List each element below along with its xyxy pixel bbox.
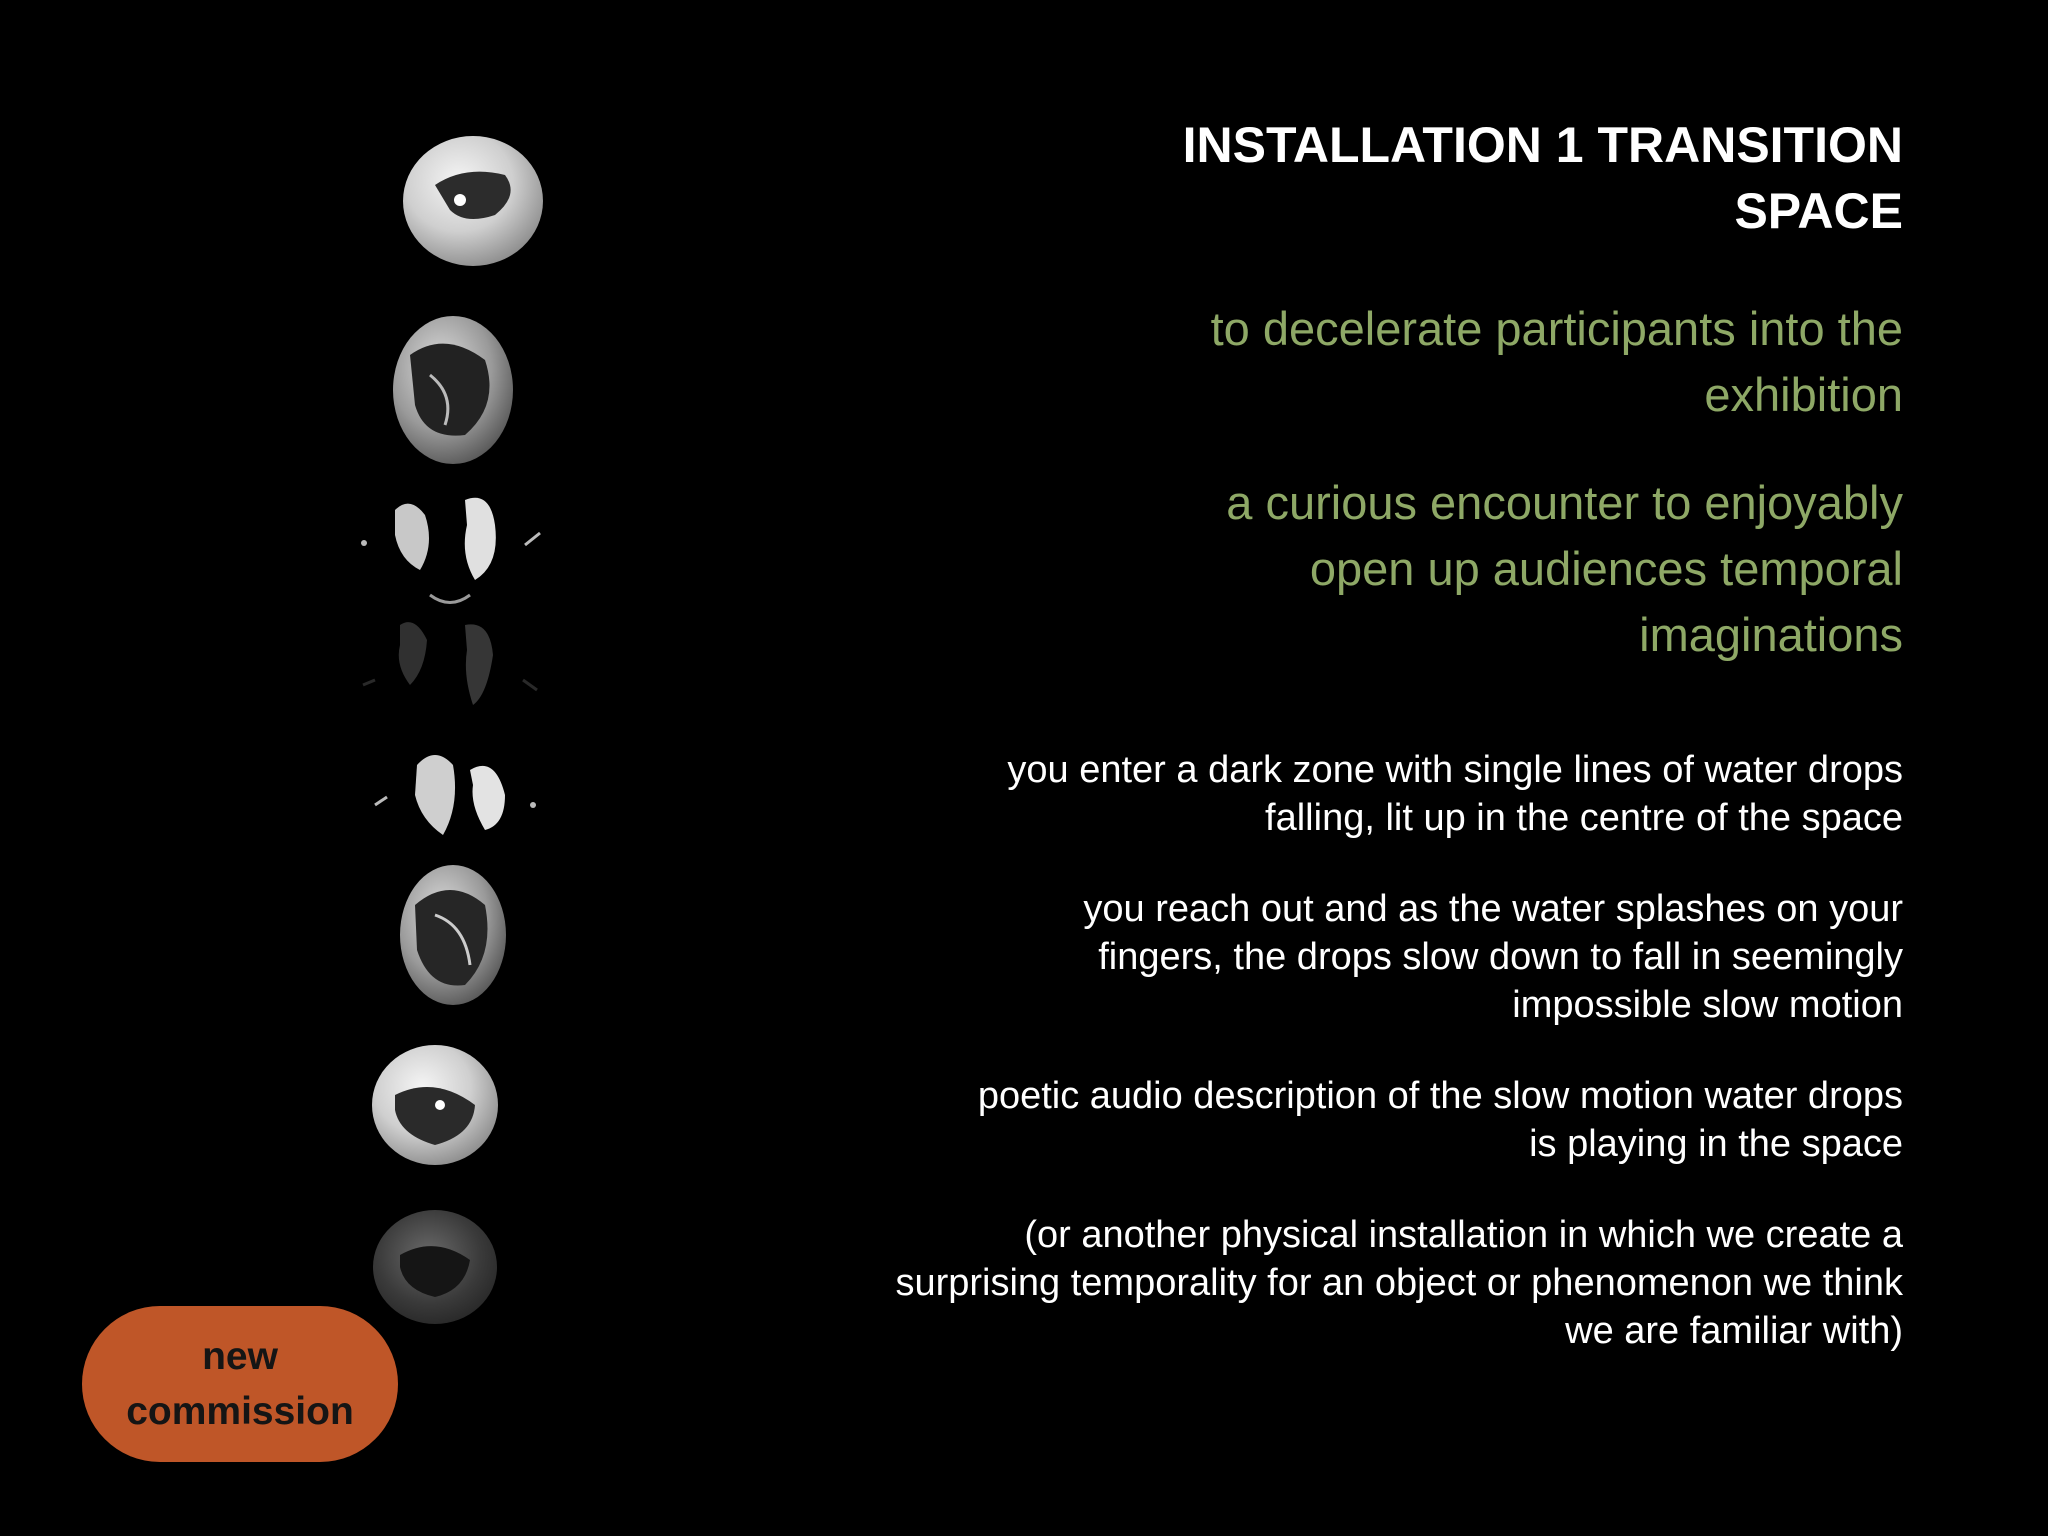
paragraph-dark-zone: you enter a dark zone with single lines of water drops falling, lit up in the centre of the space — [1007, 749, 1903, 839]
paragraph-reach-out: you reach out and as the water splashes on your fingers, the drops slow down to fall in seemingly impossible slow motion — [1083, 888, 1903, 1026]
new-commission-badge — [82, 1306, 398, 1462]
paragraph-alternative: (or another physical installation in which we create a surprising temporality for an object or phenomenon we think we are familiar with) — [895, 1214, 1903, 1352]
water-drop-2 — [393, 316, 513, 464]
slide-title: INSTALLATION 1 TRANSITION SPACE — [1182, 117, 1903, 239]
water-splash-1 — [361, 498, 540, 603]
subtitle-curious-encounter: a curious encounter to enjoyably open up audiences temporal imaginations — [1226, 476, 1903, 661]
water-splash-reflection — [363, 622, 537, 705]
water-drops-svg — [355, 105, 555, 1345]
water-splash-2 — [375, 755, 536, 835]
water-drop-5 — [373, 1210, 497, 1324]
description-block — [883, 746, 1903, 1355]
heading-block — [803, 112, 1903, 668]
water-drop-1 — [403, 136, 543, 266]
subtitle-decelerate: to decelerate participants into the exhibition — [1210, 302, 1903, 421]
paragraph-audio-description: poetic audio description of the slow motion water drops is playing in the space — [977, 1075, 1903, 1165]
water-drop-4 — [372, 1045, 498, 1165]
badge-label: new commission — [126, 1335, 354, 1433]
water-drop-sequence-image — [355, 105, 555, 1345]
water-drop-3 — [400, 865, 506, 1005]
